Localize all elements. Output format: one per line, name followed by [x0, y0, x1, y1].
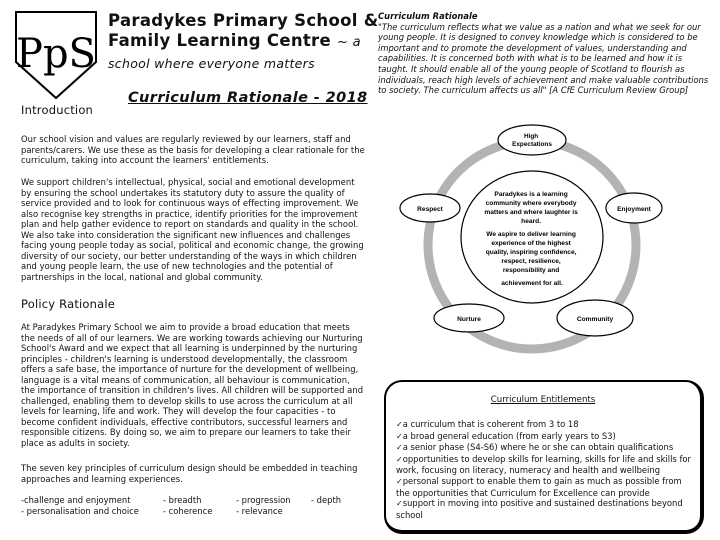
principle: - relevance	[236, 505, 283, 516]
value-nurture	[434, 304, 504, 332]
school-logo	[14, 10, 98, 100]
school-name-tail: ~ a	[337, 35, 361, 50]
aspiration-line: quality, inspiring confidence,	[485, 249, 577, 256]
principles-row	[21, 506, 371, 517]
value-respect	[400, 194, 460, 222]
curriculum-rationale-quote	[378, 11, 713, 96]
aspiration-line: respect, resilience,	[501, 258, 561, 265]
principle: - depth	[311, 495, 342, 505]
document-title: Curriculum Rationale - 2018	[128, 90, 368, 106]
value-enjoyment	[606, 193, 662, 223]
vision-line: matters and where laughter is	[484, 209, 578, 216]
school-name-line2-text: Family Learning Centre	[108, 31, 331, 50]
introduction-paragraph: Our school vision and values are regularly reviewed by our learners, staff and parents/carers. We use these as the basis for developing a clear rationale for the curriculum, taking into account the learners' entitlements.	[21, 134, 365, 165]
check-icon: ✓	[396, 454, 403, 464]
policy-rationale-heading: Policy Rationale	[21, 297, 116, 311]
list-item: ✓personal support to enable them to gain as much as possible from the opportunities that Curriculum for Excellence can provide	[396, 475, 682, 498]
vision-line: community where everybody	[485, 200, 577, 207]
school-name	[108, 11, 383, 53]
quote-heading: Curriculum Rationale	[378, 11, 478, 21]
policy-rationale-paragraph: The seven key principles of curriculum design should be embedded in teaching approaches and learning experiences.	[21, 463, 358, 484]
check-icon: ✓	[396, 431, 403, 441]
principles-row	[21, 495, 371, 506]
svg-text:Respect: Respect	[417, 206, 443, 213]
vision-line: Paradykes is a learning	[494, 191, 568, 198]
svg-text:High Expectations: High Expectations	[512, 133, 552, 148]
entitlements-title: Curriculum Entitlements	[490, 395, 596, 405]
principle: - progression	[236, 495, 291, 505]
list-item: ✓a curriculum that is coherent from 3 to 18	[396, 419, 579, 429]
list-item: ✓opportunities to develop skills for learning, skills for life and skills for work, focusing on literacy, numeracy and health and wellbeing	[396, 453, 691, 476]
check-icon: ✓	[396, 476, 403, 486]
aspiration-line: responsibility and	[502, 267, 560, 274]
aspiration-line: experience of the highest	[491, 240, 571, 247]
entitlements-list	[396, 419, 696, 520]
svg-text:Community: Community	[576, 316, 614, 323]
svg-text:Nurture: Nurture	[457, 316, 481, 323]
aspiration-line: achievement for all.	[501, 280, 563, 287]
svg-text:Enjoyment: Enjoyment	[617, 206, 651, 213]
curriculum-entitlements-box	[384, 380, 704, 534]
introduction-heading: Introduction	[21, 103, 94, 117]
school-name-line2	[108, 31, 383, 53]
check-icon: ✓	[396, 420, 403, 429]
introduction-paragraph: We support children's intellectual, physical, social and emotional development by ensuring the school undertakes its statutory duty to assure the quality of service provided and to look for continuous ways of effecting improvement. We also recognise key strengths in practice, identify priorities for the improvement plan and help gather evidence to report on standards and quality in the school. We also take into consideration the significant new influences and challenges facing young people today as social, political and economic change, the growing diversity of our society, our better understanding of the ways in which children and young people learn, the use of new technologies and the potential of partnerships in the local, national and global community.	[21, 177, 364, 282]
tagline: school where everyone matters	[108, 56, 315, 71]
list-item: ✓a broad general education (from early years to S3)	[396, 430, 616, 441]
school-name-line1: Paradykes Primary School &	[108, 11, 379, 30]
list-item: ✓a senior phase (S4-S6) where he or she can obtain qualifications	[396, 442, 674, 453]
quote-text: "The curriculum reflects what we value as a nation and what we seek for our young people. It is designed to convey knowledge which is considered to be important and to promote the development of values, understanding and capabilities. It is concerned both with what is to be learned and how it is taught. It should enable all of the young people of Scotland to flourish as individuals, reach high levels of achievement and make valuable contributions to society. The curriculum affects us all" [A CfE Curriculum Review Group]	[378, 21, 709, 96]
principle: - personalisation and choice	[21, 505, 139, 516]
values-diagram	[390, 115, 710, 375]
value-high-expectations	[498, 125, 566, 155]
policy-rationale-paragraph: At Paradykes Primary School we aim to provide a broad education that meets the needs of all of our learners. We are working towards achieving our Nurturing School's Award and we expect that all learning is underpinned by the nurturing principles - children's learning is understood developmentally, the classroom offers a safe base, the importance of nurture for the development of wellbeing, language is a vital means of communication, all behaviour is communication, the importance of transition in children's lives. All children will be supported and challenged, enabling them to develop skills to use across the curriculum at all levels for learning, life and work. They will develop the four capacities - to become confident individuals, effective contributors, successful learners and responsible citizens. By doing so, we aim to prepare our learners to take their place as adults in society.	[21, 322, 364, 448]
list-item: ✓support in moving into positive and sustained destinations beyond school	[396, 498, 683, 520]
principle: -challenge and enjoyment	[21, 495, 131, 505]
aspiration-line: We aspire to deliver learning	[486, 231, 576, 238]
principle: - coherence	[163, 505, 213, 516]
check-icon: ✓	[396, 443, 403, 453]
vision-line: heard.	[521, 218, 541, 225]
value-community	[557, 300, 633, 336]
logo-letters: PpS	[16, 31, 96, 77]
check-icon: ✓	[396, 499, 403, 509]
principle: - breadth	[163, 495, 202, 505]
design-principles-list	[21, 495, 371, 516]
